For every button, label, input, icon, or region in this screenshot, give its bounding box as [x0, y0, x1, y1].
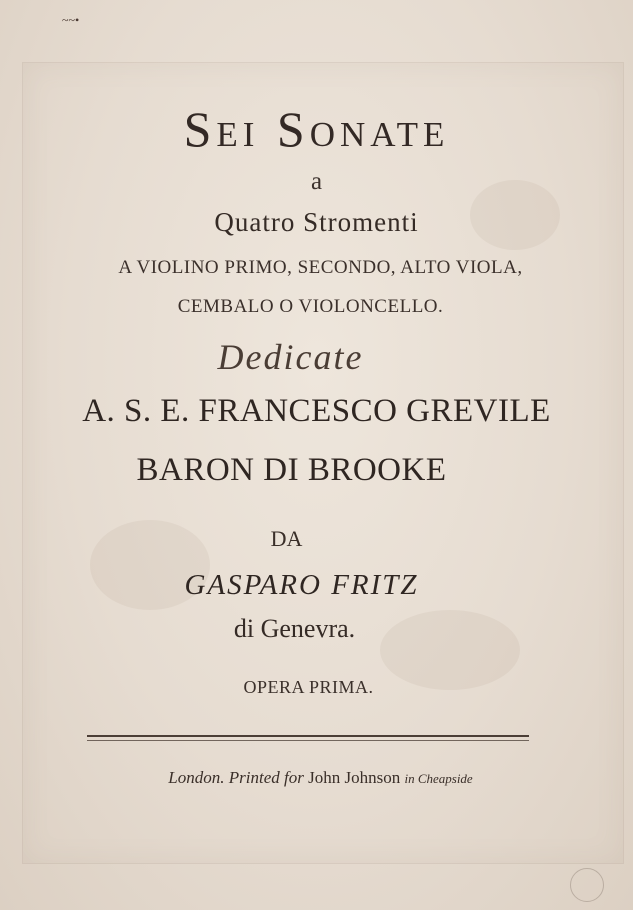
composer-name: GASPARO FRITZ: [184, 569, 419, 601]
imprint-printed-for: Printed for: [228, 768, 304, 787]
divider-rule-thin: [87, 740, 529, 741]
instruments-line-2: CEMBALO O VIOLONCELLO.: [177, 296, 444, 317]
subtitle: Quatro Stromenti: [214, 207, 419, 237]
title-connector: a: [310, 168, 323, 195]
by-label: DA: [270, 526, 303, 551]
library-stamp: [570, 868, 604, 902]
top-mark: ~~•: [62, 13, 80, 27]
opus-label: OPERA PRIMA.: [243, 677, 374, 697]
composer-city: di Genevra.: [233, 614, 356, 643]
dedicatee-line-2: BARON DI BROOKE: [136, 452, 447, 488]
imprint-publisher: John Johnson: [308, 768, 401, 787]
imprint-city: London.: [168, 768, 225, 787]
instruments-line-1: A VIOLINO PRIMO, SECONDO, ALTO VIOLA,: [118, 257, 523, 278]
imprint: [4, 768, 633, 788]
divider-rule: [87, 735, 529, 737]
dedicatee-line-1: A. S. E. FRANCESCO GREVILE: [82, 393, 551, 429]
dedication-word: Dedicate: [217, 337, 364, 377]
imprint-location: in Cheapside: [404, 771, 473, 786]
main-title: Sei Sonate: [183, 101, 450, 157]
